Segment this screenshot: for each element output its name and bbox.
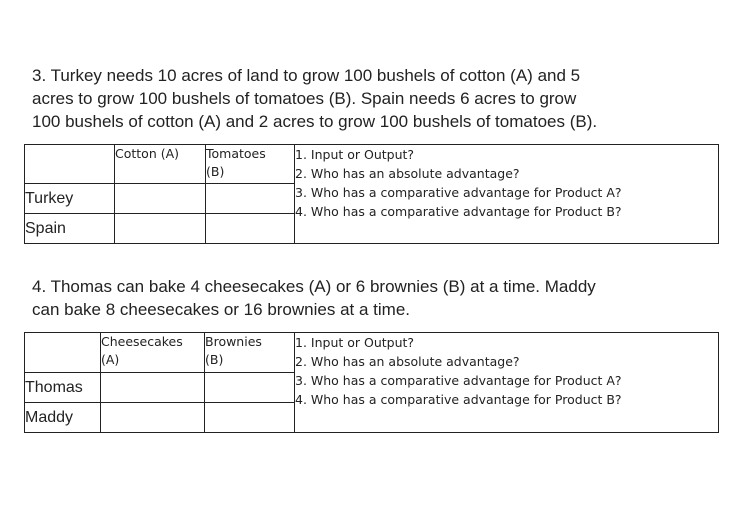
question-item: 4. Who has a comparative advantage for Product B? [295,204,622,219]
column-header-product-a [115,145,206,184]
answer-cell[interactable] [101,403,205,433]
column-header-product-b [206,145,295,184]
column-header-product-a [101,333,205,373]
question-item: 4. Who has a comparative advantage for Product B? [295,392,622,407]
question-item: 3. Who has a comparative advantage for Product A? [295,373,622,388]
row-label-thomas: Thomas [25,373,101,403]
column-header-text: Cotton (A) [115,146,180,161]
question-item: 2. Who has an absolute advantage? [295,166,520,181]
row-label-maddy: Maddy [25,403,101,433]
problem-3-line: acres to grow 100 bushels of tomatoes (B). Spain needs 6 acres to grow [32,89,577,108]
problem-4-line: can bake 8 cheesecakes or 16 brownies at a time. [32,300,410,319]
problem-4-table [24,332,719,433]
table-corner-cell [25,145,115,184]
answer-cell[interactable] [206,214,295,244]
answer-cell[interactable] [205,373,295,403]
problem-3-text [32,64,597,133]
column-header-text: Brownies [205,334,262,349]
answer-cell[interactable] [115,214,206,244]
column-header-text: (A) [101,352,120,367]
problem-4-line: 4. Thomas can bake 4 cheesecakes (A) or 6 brownies (B) at a time. Maddy [32,277,596,296]
question-item: 2. Who has an absolute advantage? [295,354,520,369]
column-header-product-b [205,333,295,373]
row-label-spain: Spain [25,214,115,244]
problem-3-line: 3. Turkey needs 10 acres of land to grow 100 bushels of cotton (A) and 5 [32,66,581,85]
row-label-turkey: Turkey [25,184,115,214]
answer-cell[interactable] [205,403,295,433]
question-item: 3. Who has a comparative advantage for Product A? [295,185,622,200]
questions-cell [295,145,719,244]
answer-cell[interactable] [101,373,205,403]
question-item: 1. Input or Output? [295,147,415,162]
answer-cell[interactable] [115,184,206,214]
questions-cell [295,333,719,433]
column-header-text: Cheesecakes [101,334,183,349]
question-item: 1. Input or Output? [295,335,415,350]
column-header-text: (B) [205,352,224,367]
table-corner-cell [25,333,101,373]
column-header-text: (B) [206,164,225,179]
problem-3-line: 100 bushels of cotton (A) and 2 acres to grow 100 bushels of tomatoes (B). [32,112,598,131]
column-header-text: Tomatoes [206,146,266,161]
answer-cell[interactable] [206,184,295,214]
problem-4-text [32,275,596,321]
problem-3-table [24,144,719,244]
